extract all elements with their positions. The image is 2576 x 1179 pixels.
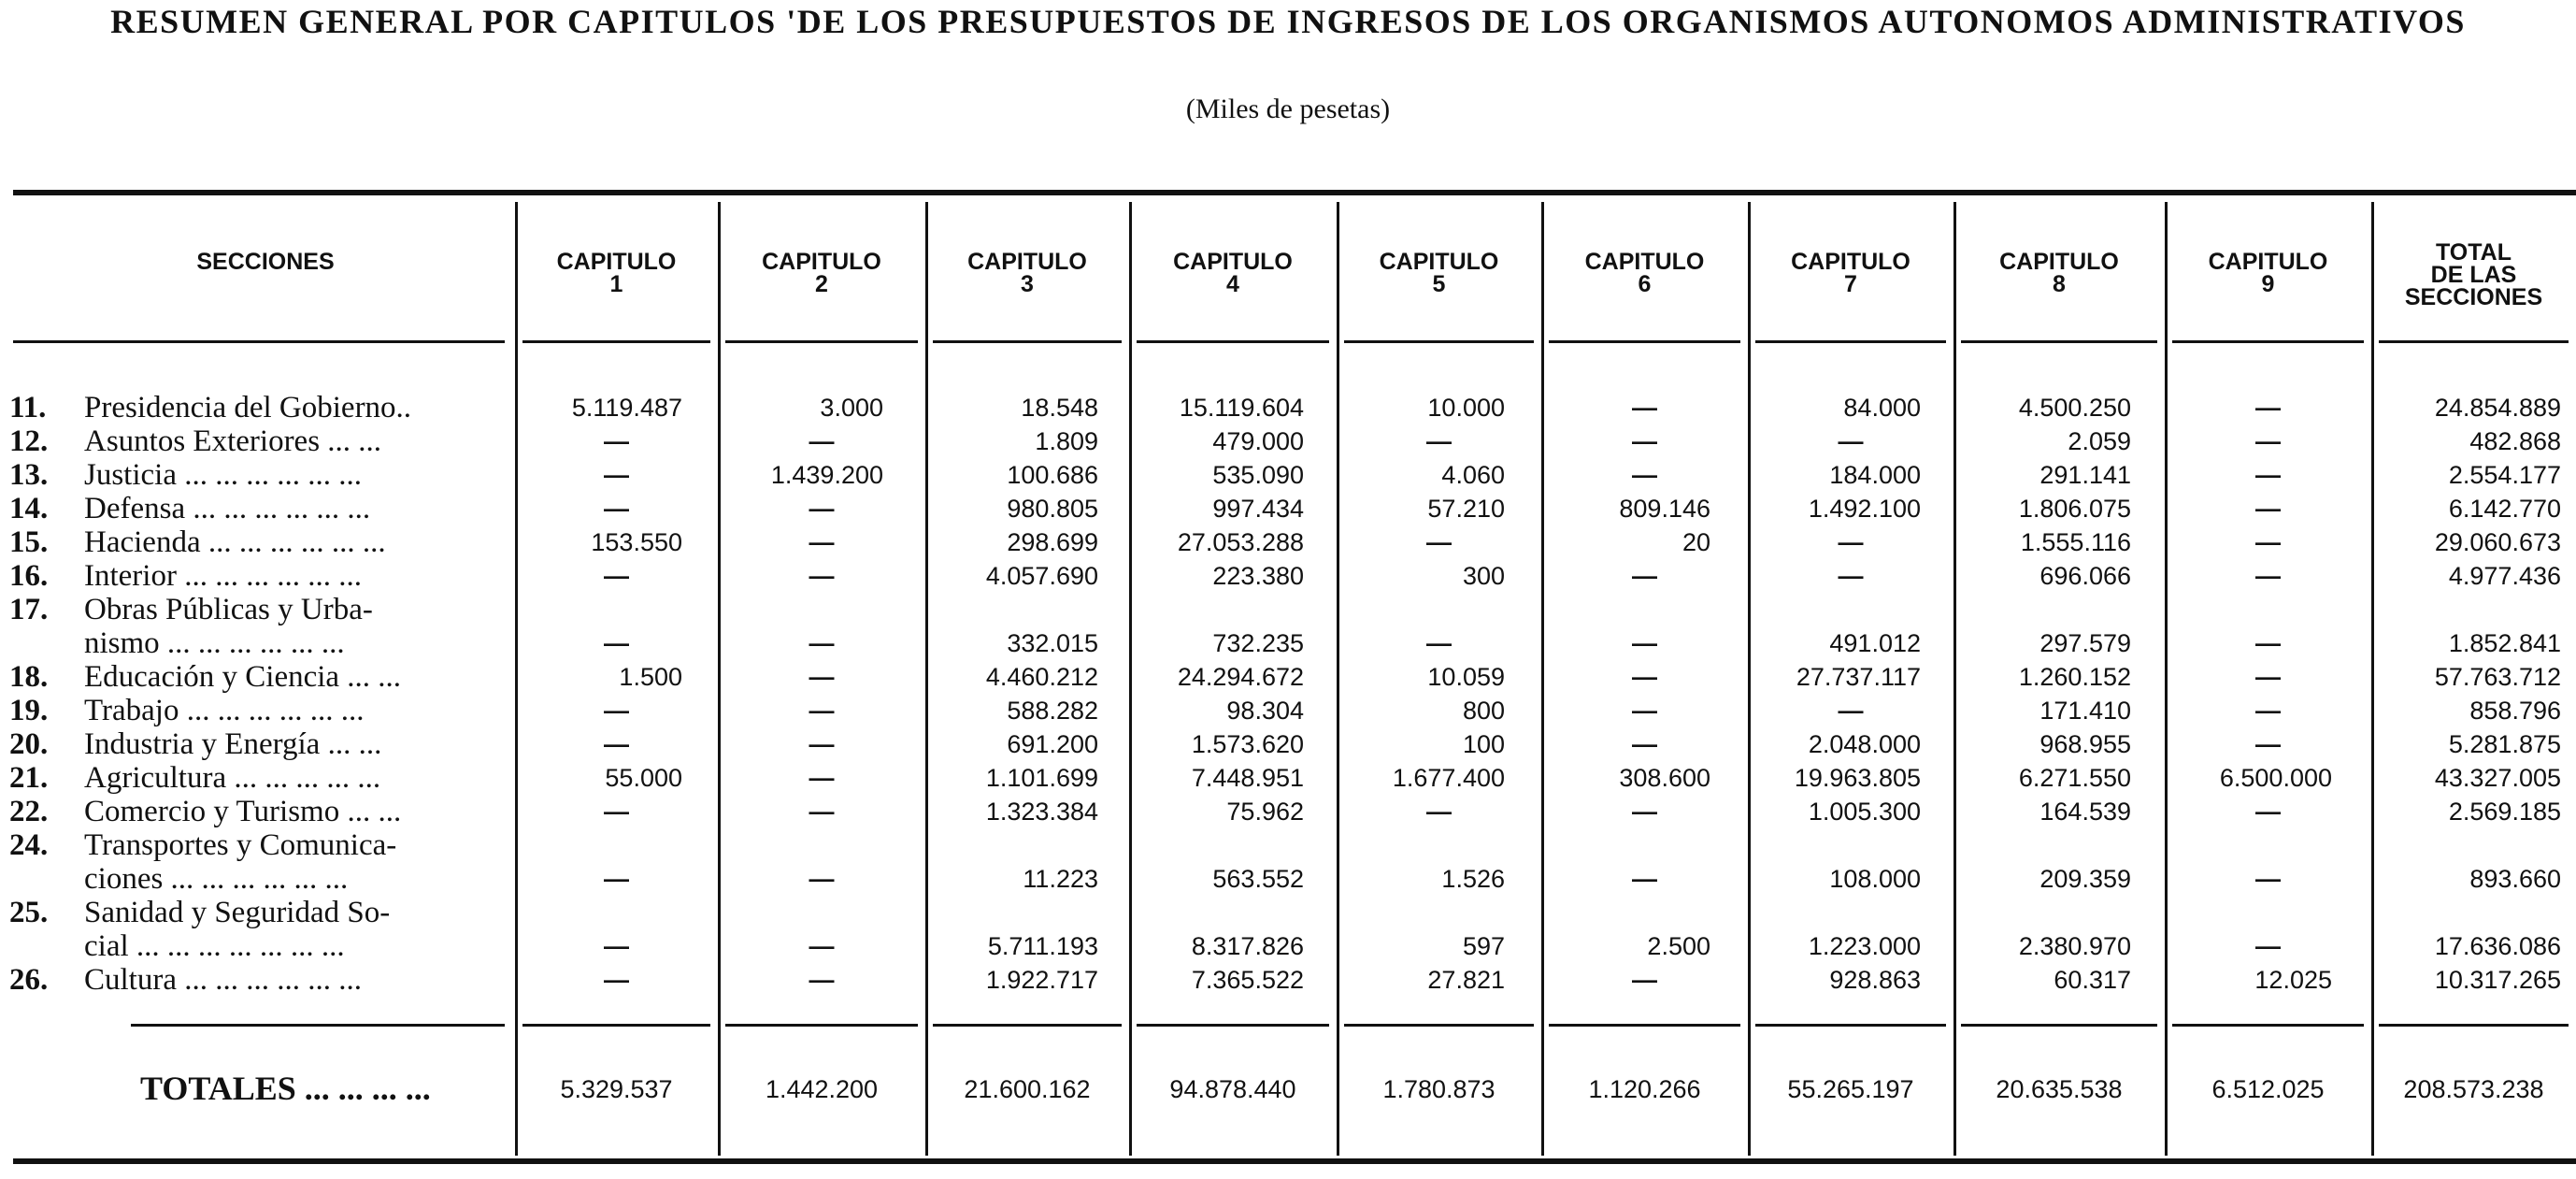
table-cell: — bbox=[604, 865, 629, 893]
table-cell: 3.000 bbox=[820, 394, 883, 422]
table-cell: 164.539 bbox=[2039, 798, 2131, 826]
table-cell: 800 bbox=[1462, 697, 1505, 725]
header-cap1-line: 1 bbox=[609, 271, 623, 297]
table-cell: — bbox=[1632, 562, 1657, 590]
table-cell: 297.579 bbox=[2039, 629, 2131, 657]
table-cell: — bbox=[604, 966, 629, 994]
header-underline bbox=[2172, 340, 2364, 343]
table-cell: — bbox=[809, 966, 835, 994]
table-cell: 27.821 bbox=[1427, 966, 1505, 994]
table-cell: 223.380 bbox=[1212, 562, 1304, 590]
table-cell: — bbox=[809, 495, 835, 523]
table-cell: 479.000 bbox=[1212, 427, 1304, 455]
table-cell: 696.066 bbox=[2039, 562, 2131, 590]
header-cap6-line: 6 bbox=[1638, 271, 1652, 297]
totals-rule bbox=[2379, 1024, 2569, 1027]
table-cell: 535.090 bbox=[1212, 461, 1304, 489]
table-cell: — bbox=[809, 798, 835, 826]
section-name-line: Hacienda ... ... ... ... ... ... bbox=[84, 525, 386, 559]
table-cell: 24.294.672 bbox=[1177, 663, 1304, 691]
table-cell: 1.492.100 bbox=[1808, 495, 1921, 523]
table-row bbox=[0, 727, 2576, 761]
totals-rule bbox=[725, 1024, 918, 1027]
header-cap9 bbox=[2165, 251, 2371, 295]
table-cell: 20 bbox=[1682, 528, 1710, 556]
row-section-name bbox=[84, 525, 505, 559]
table-cell: — bbox=[2255, 629, 2281, 657]
section-name-line: Trabajo ... ... ... ... ... ... bbox=[84, 694, 365, 727]
totals-cell: 21.600.162 bbox=[964, 1075, 1091, 1103]
table-cell: 75.962 bbox=[1226, 798, 1304, 826]
table-row bbox=[0, 694, 2576, 727]
table-cell: 7.365.522 bbox=[1191, 966, 1304, 994]
table-cell: 17.636.086 bbox=[2434, 932, 2561, 960]
table-cell: 1.500 bbox=[619, 663, 682, 691]
header-cap6 bbox=[1541, 251, 1748, 295]
table-top-rule bbox=[13, 190, 2576, 195]
table-cell: 482.868 bbox=[2469, 427, 2561, 455]
document-subtitle: (Miles de pesetas) bbox=[1185, 93, 1391, 124]
table-cell: 55.000 bbox=[605, 764, 682, 792]
row-section-name bbox=[84, 761, 505, 795]
row-section-name bbox=[84, 424, 505, 458]
table-cell: 57.210 bbox=[1427, 495, 1505, 523]
table-cell: 4.057.690 bbox=[985, 562, 1098, 590]
header-cap4-line: CAPITULO bbox=[1173, 249, 1293, 275]
section-name-line: Comercio y Turismo ... ... bbox=[84, 795, 402, 828]
table-cell: 19.963.805 bbox=[1794, 764, 1921, 792]
header-cap8 bbox=[1953, 251, 2165, 295]
table-row bbox=[0, 896, 2576, 963]
table-cell: — bbox=[809, 932, 835, 960]
table-cell: — bbox=[809, 663, 835, 691]
totals-row bbox=[0, 1069, 2576, 1106]
header-underline bbox=[2379, 340, 2569, 343]
header-cap2 bbox=[718, 251, 925, 295]
table-cell: — bbox=[2255, 394, 2281, 422]
header-total bbox=[2371, 241, 2576, 309]
table-cell: — bbox=[2255, 798, 2281, 826]
totals-rule bbox=[2172, 1024, 2364, 1027]
row-number: 17. bbox=[9, 593, 49, 626]
section-name-line: nismo ... ... ... ... ... ... bbox=[84, 626, 345, 660]
section-name-line: Defensa ... ... ... ... ... ... bbox=[84, 492, 371, 525]
table-cell: 893.660 bbox=[2469, 865, 2561, 893]
table-cell: 1.922.717 bbox=[985, 966, 1098, 994]
totals-cell: 5.329.537 bbox=[560, 1075, 673, 1103]
header-cap7-line: 7 bbox=[1844, 271, 1857, 297]
row-section-name bbox=[84, 593, 505, 660]
header-cap5 bbox=[1337, 251, 1541, 295]
row-number: 16. bbox=[9, 559, 49, 593]
table-row bbox=[0, 424, 2576, 458]
table-cell: 928.863 bbox=[1829, 966, 1921, 994]
table-cell: 732.235 bbox=[1212, 629, 1304, 657]
table-cell: 1.260.152 bbox=[2018, 663, 2131, 691]
table-cell: 6.271.550 bbox=[2018, 764, 2131, 792]
header-total-line: DE LAS bbox=[2430, 262, 2517, 288]
section-name-line: Asuntos Exteriores ... ... bbox=[84, 424, 382, 458]
table-cell: 332.015 bbox=[1007, 629, 1098, 657]
header-underline bbox=[1549, 340, 1740, 343]
table-body bbox=[0, 391, 2576, 997]
table-cell: 209.359 bbox=[2039, 865, 2131, 893]
row-number: 19. bbox=[9, 694, 49, 727]
table-cell: — bbox=[1632, 865, 1657, 893]
table-cell: — bbox=[2255, 730, 2281, 758]
table-cell: — bbox=[1426, 798, 1452, 826]
header-cap5-line: 5 bbox=[1432, 271, 1446, 297]
totals-cell: 1.120.266 bbox=[1588, 1075, 1701, 1103]
row-number: 24. bbox=[9, 828, 49, 862]
table-cell: 10.317.265 bbox=[2434, 966, 2561, 994]
table-cell: 100 bbox=[1462, 730, 1505, 758]
table-cell: 4.500.250 bbox=[2018, 394, 2131, 422]
table-cell: 18.548 bbox=[1021, 394, 1098, 422]
header-cap7 bbox=[1748, 251, 1953, 295]
table-row bbox=[0, 795, 2576, 828]
table-cell: — bbox=[604, 730, 629, 758]
table-cell: 27.737.117 bbox=[1796, 663, 1921, 691]
table-cell: — bbox=[604, 798, 629, 826]
table-cell: — bbox=[1426, 629, 1452, 657]
table-row bbox=[0, 492, 2576, 525]
totals-rule bbox=[1755, 1024, 1946, 1027]
table-cell: 588.282 bbox=[1007, 697, 1098, 725]
table-cell: 7.448.951 bbox=[1191, 764, 1304, 792]
table-cell: — bbox=[2255, 562, 2281, 590]
section-name-line: Justicia ... ... ... ... ... ... bbox=[84, 458, 362, 492]
table-cell: — bbox=[809, 629, 835, 657]
table-cell: — bbox=[604, 427, 629, 455]
table-cell: — bbox=[1632, 629, 1657, 657]
table-cell: 291.141 bbox=[2039, 461, 2131, 489]
table-cell: 2.569.185 bbox=[2448, 798, 2561, 826]
table-cell: 24.854.889 bbox=[2434, 394, 2561, 422]
header-underline bbox=[522, 340, 710, 343]
table-cell: — bbox=[809, 865, 835, 893]
header-underline bbox=[1137, 340, 1329, 343]
table-cell: 298.699 bbox=[1007, 528, 1098, 556]
table-cell: 809.146 bbox=[1619, 495, 1710, 523]
table-cell: — bbox=[604, 562, 629, 590]
table-cell: — bbox=[1632, 966, 1657, 994]
table-cell: 27.053.288 bbox=[1177, 528, 1304, 556]
row-number: 20. bbox=[9, 727, 49, 761]
document-title: RESUMEN GENERAL POR CAPITULOS 'DE LOS PRESUPUESTOS DE INGRESOS DE LOS ORGANISMOS AUTONOMOS ADMINISTRATIVOS bbox=[110, 3, 2466, 40]
header-cap9-line: CAPITULO bbox=[2208, 249, 2328, 275]
table-cell: 6.500.000 bbox=[2219, 764, 2332, 792]
section-name-line: Presidencia del Gobierno.. bbox=[84, 391, 412, 424]
table-cell: 2.380.970 bbox=[2018, 932, 2131, 960]
section-name-line: Agricultura ... ... ... ... ... bbox=[84, 761, 381, 795]
table-cell: — bbox=[2255, 495, 2281, 523]
header-secciones-label: SECCIONES bbox=[196, 249, 335, 275]
table-cell: 968.955 bbox=[2039, 730, 2131, 758]
table-cell: — bbox=[604, 932, 629, 960]
header-underline bbox=[1344, 340, 1534, 343]
header-cap7-line: CAPITULO bbox=[1791, 249, 1911, 275]
table-cell: 6.142.770 bbox=[2448, 495, 2561, 523]
table-cell: — bbox=[2255, 663, 2281, 691]
table-cell: 84.000 bbox=[1843, 394, 1921, 422]
totals-cell: 1.780.873 bbox=[1382, 1075, 1496, 1103]
row-number: 12. bbox=[9, 424, 49, 458]
table-row bbox=[0, 660, 2576, 694]
table-cell: 60.317 bbox=[2054, 966, 2131, 994]
header-underline bbox=[13, 340, 505, 343]
header-cap9-line: 9 bbox=[2261, 271, 2275, 297]
table-cell: 1.323.384 bbox=[985, 798, 1098, 826]
row-number: 13. bbox=[9, 458, 49, 492]
header-cap6-line: CAPITULO bbox=[1584, 249, 1705, 275]
header-total-line: TOTAL bbox=[2435, 239, 2512, 266]
row-number: 26. bbox=[9, 963, 49, 997]
table-cell: — bbox=[2255, 461, 2281, 489]
table-cell: 43.327.005 bbox=[2434, 764, 2561, 792]
table-row bbox=[0, 593, 2576, 660]
table-cell: 100.686 bbox=[1007, 461, 1098, 489]
table-cell: 980.805 bbox=[1007, 495, 1098, 523]
table-bottom-rule bbox=[13, 1158, 2576, 1164]
table-cell: 4.460.212 bbox=[985, 663, 1098, 691]
table-cell: 300 bbox=[1462, 562, 1505, 590]
table-cell: 15.119.604 bbox=[1179, 394, 1304, 422]
table-cell: 1.223.000 bbox=[1808, 932, 1921, 960]
header-total-line: SECCIONES bbox=[2404, 284, 2543, 310]
table-cell: 12.025 bbox=[2254, 966, 2332, 994]
header-cap3-line: CAPITULO bbox=[967, 249, 1087, 275]
table-cell: 57.763.712 bbox=[2434, 663, 2561, 691]
row-section-name bbox=[84, 559, 505, 593]
table-cell: 98.304 bbox=[1226, 697, 1304, 725]
table-cell: 858.796 bbox=[2469, 697, 2561, 725]
section-name-line: cial ... ... ... ... ... ... ... bbox=[84, 929, 345, 963]
header-cap2-line: CAPITULO bbox=[762, 249, 881, 275]
table-cell: 171.410 bbox=[2039, 697, 2131, 725]
row-number: 22. bbox=[9, 795, 49, 828]
table-row bbox=[0, 458, 2576, 492]
table-row bbox=[0, 525, 2576, 559]
table-cell: 5.119.487 bbox=[571, 394, 682, 422]
header-cap1 bbox=[515, 251, 718, 295]
table-cell: — bbox=[2255, 697, 2281, 725]
table-cell: — bbox=[1426, 427, 1452, 455]
table-cell: 153.550 bbox=[591, 528, 682, 556]
table-cell: — bbox=[1632, 697, 1657, 725]
totals-rule bbox=[1344, 1024, 1534, 1027]
table-cell: 691.200 bbox=[1007, 730, 1098, 758]
table-cell: 5.711.193 bbox=[987, 932, 1098, 960]
table-cell: 29.060.673 bbox=[2434, 528, 2561, 556]
table-cell: — bbox=[2255, 528, 2281, 556]
table-cell: 1.806.075 bbox=[2018, 495, 2131, 523]
table-cell: 1.005.300 bbox=[1808, 798, 1921, 826]
header-underline bbox=[1755, 340, 1946, 343]
table-cell: 2.554.177 bbox=[2448, 461, 2561, 489]
table-cell: — bbox=[604, 461, 629, 489]
table-cell: 10.059 bbox=[1427, 663, 1505, 691]
table-cell: 1.573.620 bbox=[1191, 730, 1304, 758]
row-section-name bbox=[84, 727, 505, 761]
totals-rule bbox=[1961, 1024, 2157, 1027]
table-cell: 184.000 bbox=[1829, 461, 1921, 489]
table-cell: 997.434 bbox=[1212, 495, 1304, 523]
section-name-line: Industria y Energía ... ... bbox=[84, 727, 382, 761]
table-cell: — bbox=[809, 562, 835, 590]
totals-cell: 55.265.197 bbox=[1787, 1075, 1914, 1103]
totals-cell: 94.878.440 bbox=[1169, 1075, 1296, 1103]
row-section-name bbox=[84, 795, 505, 828]
table-cell: 2.048.000 bbox=[1808, 730, 1921, 758]
section-name-line: Obras Públicas y Urba- bbox=[84, 593, 373, 626]
table-cell: 2.059 bbox=[2068, 427, 2131, 455]
totals-rule bbox=[1549, 1024, 1740, 1027]
table-row bbox=[0, 963, 2576, 997]
header-underline bbox=[933, 340, 1122, 343]
table-cell: 4.977.436 bbox=[2448, 562, 2561, 590]
header-cap3-line: 3 bbox=[1021, 271, 1034, 297]
table-cell: — bbox=[1632, 394, 1657, 422]
table-cell: 8.317.826 bbox=[1191, 932, 1304, 960]
section-name-line: Transportes y Comunica- bbox=[84, 828, 397, 862]
table-cell: 1.555.116 bbox=[2020, 528, 2131, 556]
table-cell: — bbox=[809, 697, 835, 725]
table-cell: — bbox=[1632, 798, 1657, 826]
totals-rule bbox=[933, 1024, 1122, 1027]
table-cell: — bbox=[1838, 528, 1864, 556]
header-cap8-line: CAPITULO bbox=[1999, 249, 2119, 275]
header-cap3 bbox=[925, 251, 1129, 295]
table-cell: — bbox=[1838, 562, 1864, 590]
table-cell: — bbox=[1838, 427, 1864, 455]
header-cap4 bbox=[1129, 251, 1337, 295]
row-section-name bbox=[84, 492, 505, 525]
table-cell: — bbox=[1632, 663, 1657, 691]
table-cell: 597 bbox=[1462, 932, 1505, 960]
table-cell: — bbox=[1426, 528, 1452, 556]
table-cell: 1.677.400 bbox=[1392, 764, 1505, 792]
table-cell: — bbox=[604, 629, 629, 657]
table-cell: 108.000 bbox=[1829, 865, 1921, 893]
row-number: 15. bbox=[9, 525, 49, 559]
table-cell: — bbox=[604, 495, 629, 523]
totals-cell: 6.512.025 bbox=[2211, 1075, 2325, 1103]
header-cap5-line: CAPITULO bbox=[1379, 249, 1499, 275]
totals-rule bbox=[522, 1024, 710, 1027]
section-name-line: Sanidad y Seguridad So- bbox=[84, 896, 391, 929]
row-section-name bbox=[84, 963, 505, 997]
table-cell: — bbox=[1632, 461, 1657, 489]
row-number: 21. bbox=[9, 761, 49, 795]
table-row bbox=[0, 761, 2576, 795]
table-cell: 491.012 bbox=[1829, 629, 1921, 657]
row-section-name bbox=[84, 660, 505, 694]
row-section-name bbox=[84, 694, 505, 727]
header-secciones bbox=[13, 251, 518, 273]
table-cell: — bbox=[2255, 932, 2281, 960]
table-cell: 4.060 bbox=[1441, 461, 1505, 489]
row-section-name bbox=[84, 828, 505, 896]
section-name-line: Interior ... ... ... ... ... ... bbox=[84, 559, 362, 593]
header-underline bbox=[725, 340, 918, 343]
table-cell: 2.500 bbox=[1647, 932, 1710, 960]
row-section-name bbox=[84, 391, 505, 424]
table-cell: 563.552 bbox=[1212, 865, 1304, 893]
table-cell: — bbox=[2255, 865, 2281, 893]
header-cap1-line: CAPITULO bbox=[556, 249, 677, 275]
section-name-line: Educación y Ciencia ... ... bbox=[84, 660, 402, 694]
row-number: 18. bbox=[9, 660, 49, 694]
table-row bbox=[0, 828, 2576, 896]
header-cap2-line: 2 bbox=[815, 271, 828, 297]
table-cell: — bbox=[1838, 697, 1864, 725]
table-cell: — bbox=[1632, 427, 1657, 455]
table-cell: — bbox=[604, 697, 629, 725]
table-cell: 1.809 bbox=[1035, 427, 1098, 455]
header-cap4-line: 4 bbox=[1226, 271, 1239, 297]
table-cell: — bbox=[809, 427, 835, 455]
row-section-name bbox=[84, 896, 505, 963]
table-cell: 308.600 bbox=[1619, 764, 1710, 792]
table-cell: — bbox=[2255, 427, 2281, 455]
header-cap8-line: 8 bbox=[2053, 271, 2066, 297]
table-cell: — bbox=[809, 528, 835, 556]
table-cell: 10.000 bbox=[1427, 394, 1505, 422]
row-number: 14. bbox=[9, 492, 49, 525]
table-cell: 5.281.875 bbox=[2448, 730, 2561, 758]
table-cell: 1.439.200 bbox=[770, 461, 883, 489]
row-section-name bbox=[84, 458, 505, 492]
section-name-line: ciones ... ... ... ... ... ... bbox=[84, 862, 349, 896]
row-number: 11. bbox=[9, 391, 47, 424]
table-cell: 1.101.699 bbox=[985, 764, 1098, 792]
header-underline bbox=[1961, 340, 2157, 343]
row-number: 25. bbox=[9, 896, 49, 929]
table-cell: — bbox=[809, 764, 835, 792]
table-cell: 11.223 bbox=[1023, 865, 1098, 893]
table-row bbox=[0, 391, 2576, 424]
totals-cell: 208.573.238 bbox=[2403, 1075, 2544, 1103]
table-cell: 1.526 bbox=[1441, 865, 1505, 893]
table-cell: — bbox=[809, 730, 835, 758]
section-name-line: Cultura ... ... ... ... ... ... bbox=[84, 963, 362, 997]
table-row bbox=[0, 559, 2576, 593]
totals-rule bbox=[131, 1024, 505, 1027]
table-cell: — bbox=[1632, 730, 1657, 758]
totals-cell: 1.442.200 bbox=[765, 1075, 879, 1103]
totals-label: TOTALES ... ... ... ... bbox=[140, 1070, 431, 1107]
totals-rule bbox=[1137, 1024, 1329, 1027]
totals-cell: 20.635.538 bbox=[1996, 1075, 2123, 1103]
table-cell: 1.852.841 bbox=[2448, 629, 2561, 657]
